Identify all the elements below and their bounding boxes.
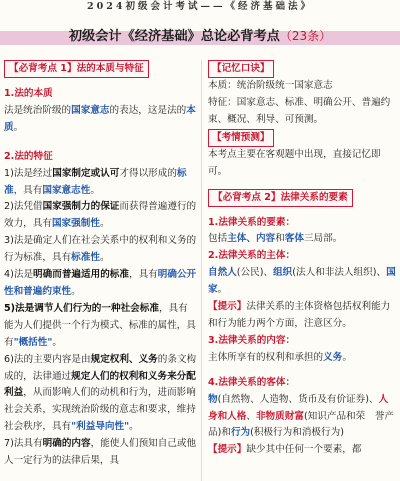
heading-content: 3.法律关系的内容： [208,334,296,346]
tip-object: 【提示】缺少其中任何一个要素，都 [208,444,362,456]
left-column [4,60,197,481]
column-divider [201,60,202,481]
feature-3: 3)法是确定人们在社会关系中的权利和义务的行为标准，具有标准性。 [4,235,197,264]
para-essence: 法是统治阶级的国家意志的表达，这是法的本质。 [4,104,196,133]
feature-4: 4)法是明确而普遍适用的标准，具有明确公开性和普遍约束性。 [4,269,197,297]
heading-elements: 1.法律关系的要素： [208,216,296,228]
forecast-text: 本考点主要在客观题中出现，直接记忆即可。 [208,148,381,177]
heading-subject: 2.法律关系的主体： [208,250,296,262]
para-subject: 自然人(公民)、组织(法人和非法人组织)、国家。 [208,267,396,296]
para-object: 物(自然物、人造物、货币及有价证券)、人身和人格、非物质财富(知识产品和荣 誉产品)和行为(积极行为和消极行为) [208,393,395,439]
right-column [208,60,396,481]
heading-essence: 1.法的本质 [4,88,53,99]
feature-6: 6)法的主要内容是由规定权利、义务的条文构成的，法律通过规定人们的权利和义务来分配利益，从而影响人们的动机和行为，进而影响社会关系，实现统治阶级的意志和要求，维持社会秩序，具有"利益导向性"。 [4,353,197,433]
memory-tag: 【记忆口诀】 [208,60,274,78]
feature-7: 7)法具有明确的内容，能使人们预知自己或他人一定行为的法律后果，具 [4,438,197,467]
feature-2: 2)法凭借国家强制力的保证而获得普遍遵行的效力，具有国家强制性。 [4,201,197,230]
feature-5: 5)法是调节人们行为的一种社会标准，具有能为人们提供一个行为模式、标准的属性，具有"概括性"。 [4,302,196,348]
title-count: （23条） [279,29,332,43]
para-content: 主体所享有的权利和承担的义务。 [208,351,352,363]
title-block [0,17,400,57]
forecast-tag: 【考情预测】 [208,129,274,147]
tip-subject: 【提示】法律关系的主体资格包括权利能力和行为能力两个方面，注意区分。 [208,301,391,329]
section-tag-2: 【必背考点 2】法律关系的要素 [208,189,353,207]
title-text: 初级会计《经济基础》总论必背考点 [68,29,280,44]
para-elements: 包括主体、内容和客体三局部。 [208,233,343,245]
mnemonic-essence: 本质：统治阶级统一国家意志 [208,80,333,91]
page-title [0,25,400,44]
mnemonic-features: 特征：国家意志、标准、明确公开、普遍约束、概况、利导、可预测。 [208,96,391,125]
banner: 2024初级会计考试——《经济基础法》 [0,0,400,14]
feature-1: 1)法是经过国家制定或认可才得以形成的标准，具有国家意志性。 [4,167,187,196]
heading-features: 2.法的特征 [4,150,53,162]
heading-object: 4.法律关系的客体： [208,376,296,388]
section-tag-1: 【必背考点 1】法的本质与特征 [4,60,149,78]
